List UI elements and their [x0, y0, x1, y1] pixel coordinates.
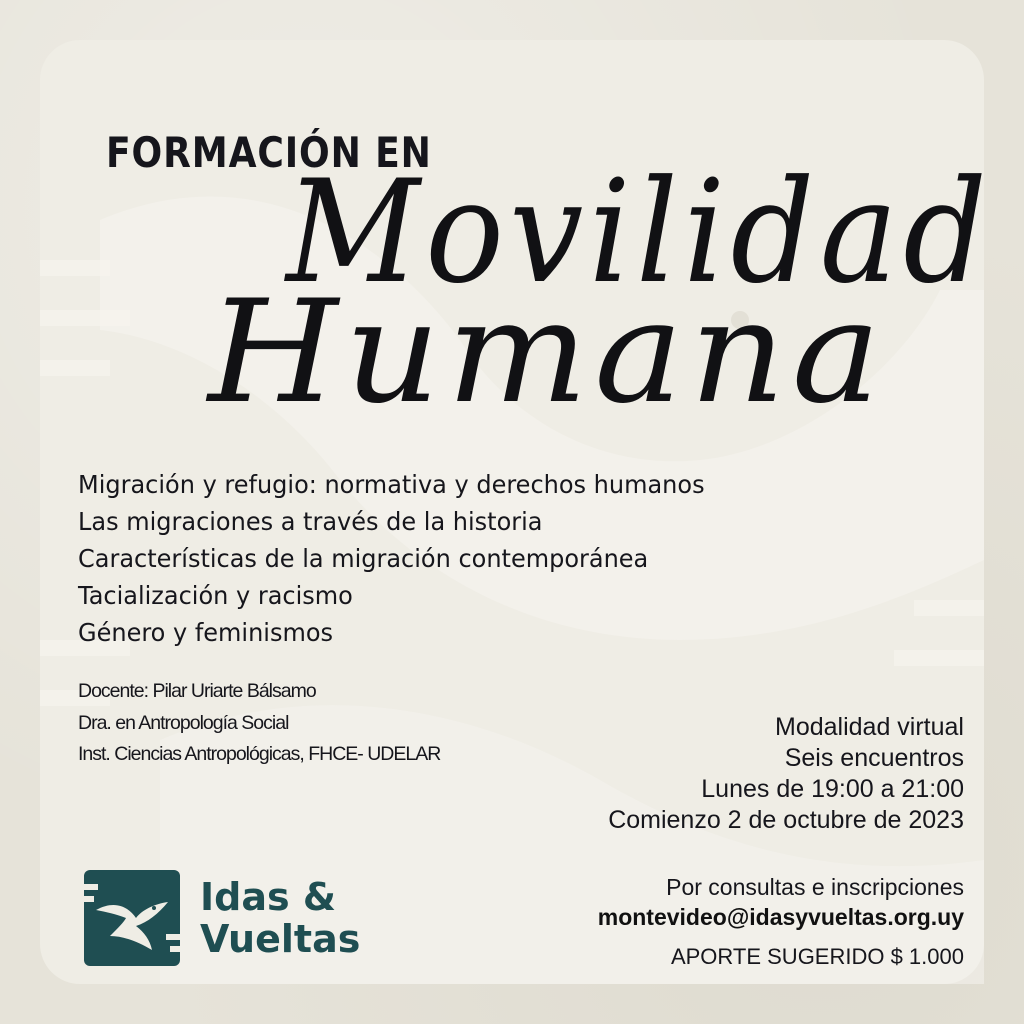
- start-date-text: Comienzo 2 de octubre de 2023: [608, 806, 964, 834]
- teacher-degree: Dra. en Antropología Social: [78, 711, 289, 734]
- title-line-2: Humana: [208, 270, 888, 435]
- topic-item: Migración y refugio: normativa y derechos humanos: [78, 470, 705, 499]
- logo-line-1: Idas &: [200, 875, 336, 919]
- title-kicker: FORMACIÓN EN: [106, 128, 432, 177]
- topics-list: [78, 466, 731, 651]
- modality-text: Modalidad virtual: [775, 713, 964, 741]
- contact-email-link[interactable]: montevideo@idasyvueltas.org.uy: [597, 904, 964, 930]
- topic-item: Las migraciones a través de la historia: [78, 507, 543, 536]
- teacher-name: Docente: Pilar Uriarte Bálsamo: [78, 680, 316, 702]
- teacher-institution: Inst. Ciencias Antropológicas, FHCE- UDELAR: [78, 743, 441, 765]
- contact-label: Por consultas e inscripciones: [666, 874, 964, 900]
- logo-line-2: Vueltas: [200, 917, 361, 961]
- title-line-1: Movilidad: [286, 150, 993, 315]
- topic-item: Género y feminismos: [78, 618, 334, 647]
- sessions-text: Seis encuentros: [784, 744, 964, 772]
- schedule-text: Lunes de 19:00 a 21:00: [701, 775, 964, 803]
- bird-icon: [84, 870, 180, 966]
- teacher-info: [78, 676, 440, 771]
- suggested-fee: APORTE SUGERIDO $ 1.000: [670, 944, 964, 969]
- topic-item: Características de la migración contemporánea: [78, 544, 649, 573]
- contact-info: [598, 872, 964, 972]
- topic-item: Tacialización y racismo: [78, 581, 353, 610]
- logo-wordmark: [200, 876, 360, 960]
- course-details: [608, 712, 964, 836]
